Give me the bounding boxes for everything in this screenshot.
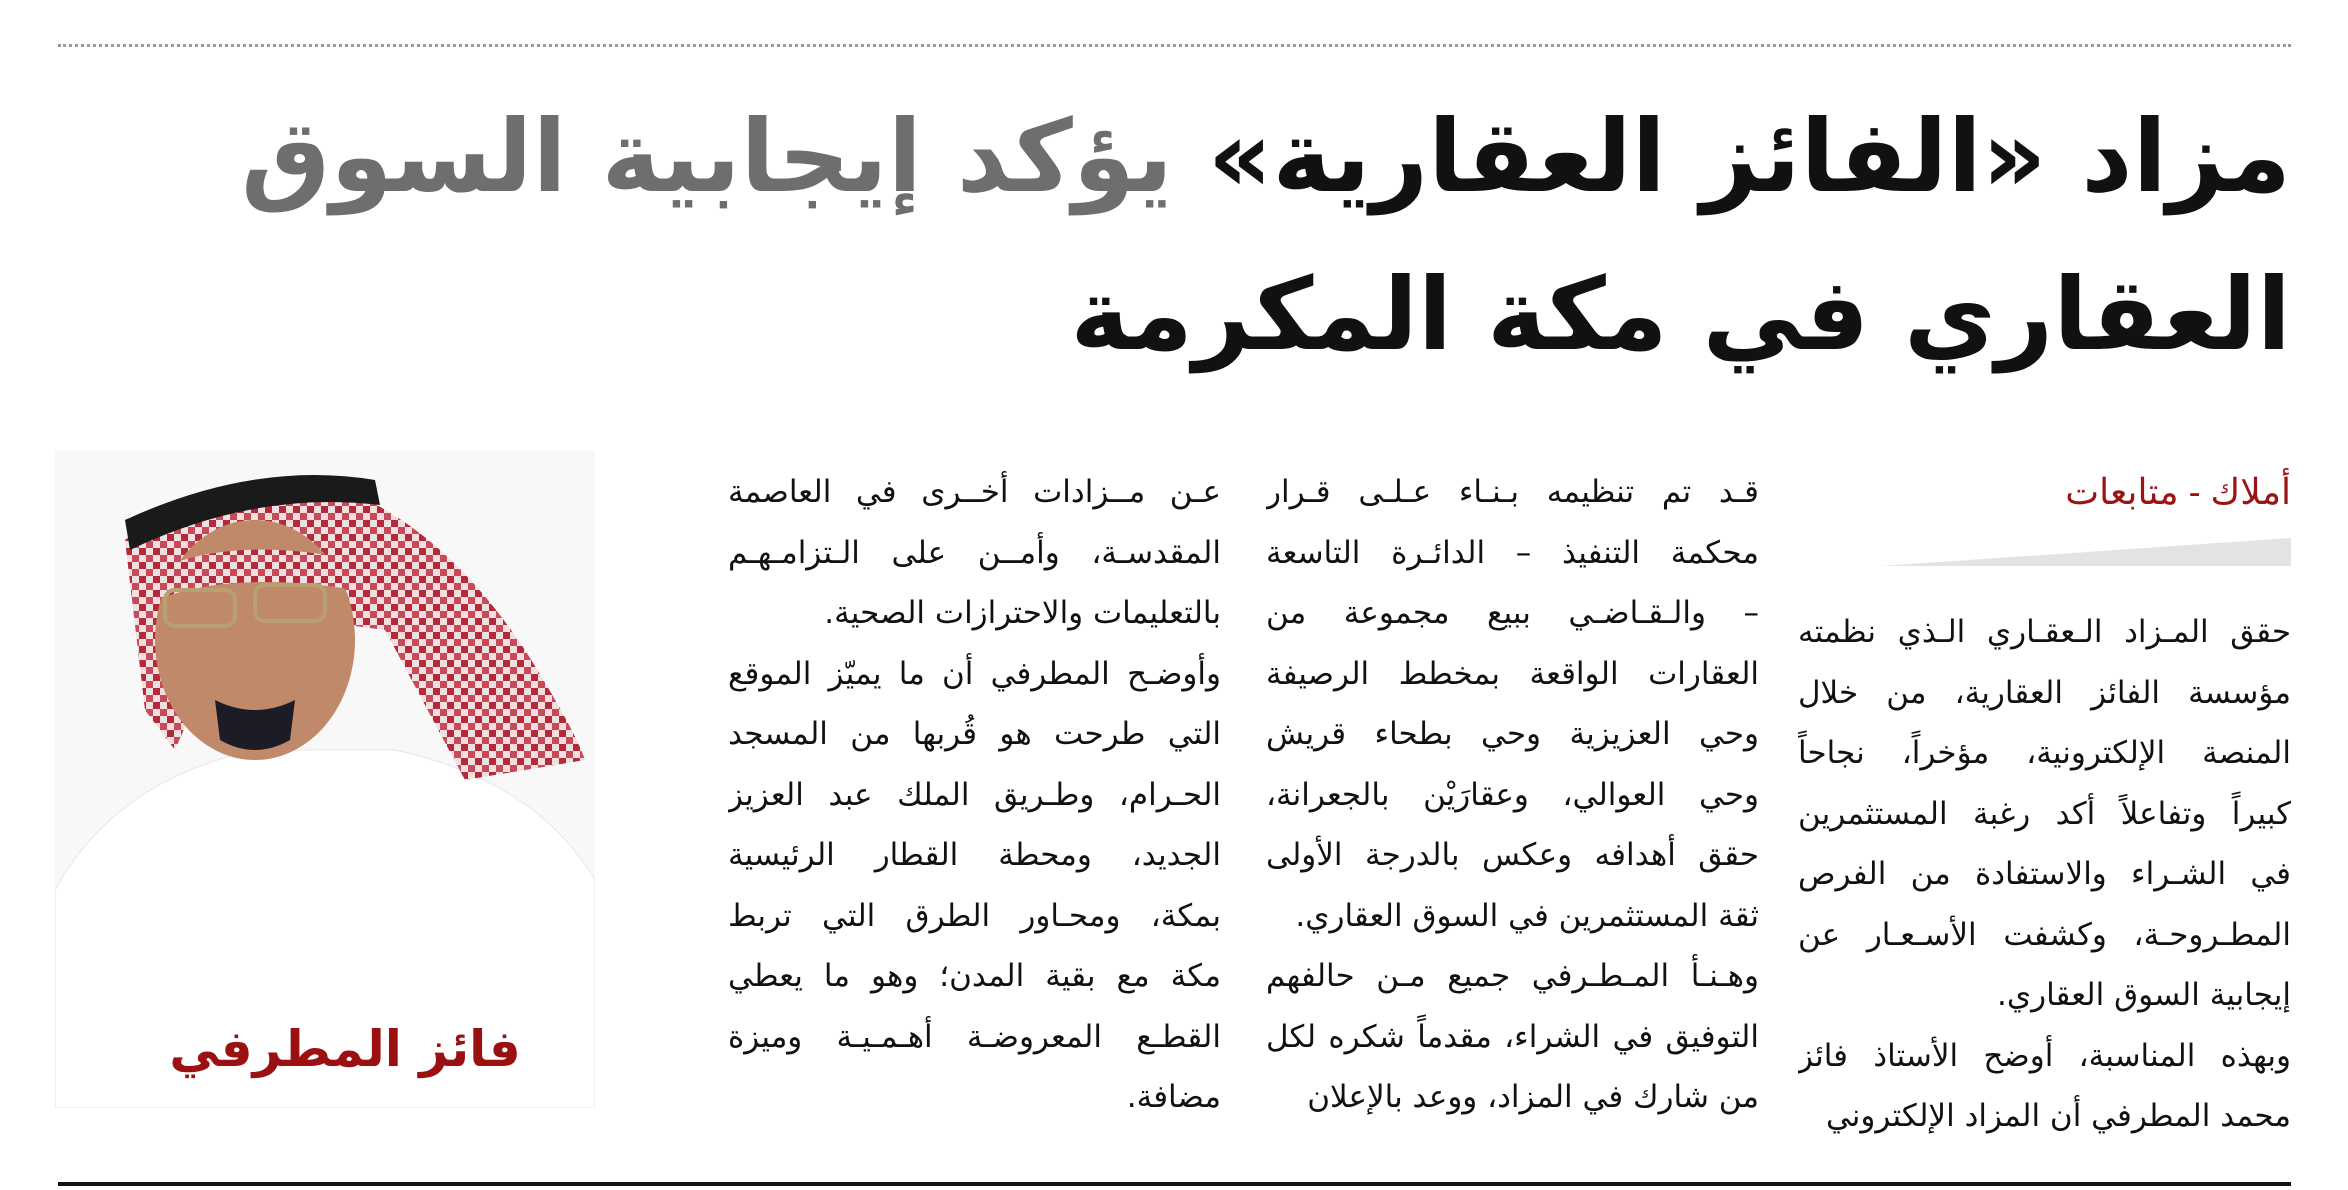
body-text-line: حقق المـزاد الـعقـاري الـذي نظمته xyxy=(1798,614,2291,650)
body-text-line: مؤسسة الفائز العقارية، من خلال xyxy=(1798,674,2291,711)
body-text-line: – والـقـاضـي ببيع مجموعة من xyxy=(1266,595,1759,631)
section-label: أملاك - متابعات xyxy=(2065,471,2291,512)
body-text-line: القطـع المعروضـة أهـمـيـة وميزة xyxy=(728,1018,1221,1055)
body-text-line: في الشـراء والاستفادة من الفرص xyxy=(1798,856,2291,892)
headline-line-2: العقاري في مكة المكرمة xyxy=(1070,256,2291,373)
bottom-rule xyxy=(58,1182,2291,1186)
body-text-line: بمكة، ومحـاور الطرق التي تربط xyxy=(728,897,1221,934)
portrait-photo xyxy=(55,450,595,1108)
decorative-wedge xyxy=(1881,538,2291,566)
body-text-line: المنصة الإلكترونية، مؤخراً، نجاحاً xyxy=(1798,735,2291,771)
headline-line-1 xyxy=(241,92,2291,222)
body-text-line: التوفيق في الشراء، مقدماً شكره لكل xyxy=(1266,1018,1759,1055)
body-text-line: وبهذه المناسبة، أوضح الأستاذ فائز xyxy=(1798,1037,2291,1074)
headline-gray: يؤكد إيجابية السوق xyxy=(241,98,1173,215)
body-text-line: المطـروحـة، وكشفت الأسـعـار عن xyxy=(1798,916,2291,953)
body-text-line: المقدسـة، وأمــن على الـتزامـهـم xyxy=(728,534,1221,571)
body-text-line: عـن مــزادات أخــرى في العاصمة xyxy=(728,474,1221,510)
body-text-line: وأوضـح المطرفي أن ما يميّز الموقع xyxy=(728,655,1221,692)
body-text-line: التي طرحت هو قُربها من المسجد xyxy=(728,716,1221,752)
body-text-line: كبيراً وتفاعلاً أكد رغبة المستثمرين xyxy=(1798,795,2291,832)
body-text-line: العقارات الواقعة بمخطط الرصيفة xyxy=(1266,655,1759,692)
article-column-1 xyxy=(1798,462,2291,1147)
body-text-line: ثقة المستثمرين في السوق العقاري. xyxy=(1295,897,1759,934)
body-text-line: مكة مع بقية المدن؛ وهو ما يعطي xyxy=(728,958,1221,994)
portrait-illustration xyxy=(55,450,595,1108)
body-text-line: وهـنـأ المـطـرفي جميع مـن حالفهم xyxy=(1266,958,1759,994)
body-text-line: محكمة التنفيذ – الدائـرة التاسعة xyxy=(1266,534,1759,571)
body-text-line: وحي العزيزية وحي بطحاء قريش xyxy=(1266,716,1759,752)
headline-black: مزاد «الفائز العقارية» xyxy=(1207,98,2291,215)
article-column-3 xyxy=(728,462,1221,1128)
photo-caption: فائز المطرفي xyxy=(169,1020,521,1078)
body-text-line: حقق أهدافه وعكس بالدرجة الأولى xyxy=(1266,837,1759,873)
top-dotted-rule xyxy=(58,44,2291,47)
body-text-line: قـد تم تنظيمه بـنـاء عـلـى قـرار xyxy=(1266,474,1759,510)
body-text-line: إيجابية السوق العقاري. xyxy=(1996,977,2291,1013)
body-text-line: وحي العوالي، وعقارَيْن بالجعرانة، xyxy=(1266,776,1759,813)
body-text-line: الجديد، ومحطة القطار الرئيسية xyxy=(728,837,1221,873)
body-text-line: من شارك في المزاد، ووعد بالإعلان xyxy=(1307,1079,1759,1115)
article-column-2 xyxy=(1266,462,1759,1128)
body-text-line: بالتعليمات والاحترازات الصحية. xyxy=(824,595,1221,631)
body-text-line: محمد المطرفي أن المزاد الإلكتروني xyxy=(1825,1098,2291,1134)
body-text-line: الحـرام، وطـريق الملك عبد العزيز xyxy=(728,776,1221,813)
body-text-line: مضافة. xyxy=(1126,1079,1221,1115)
